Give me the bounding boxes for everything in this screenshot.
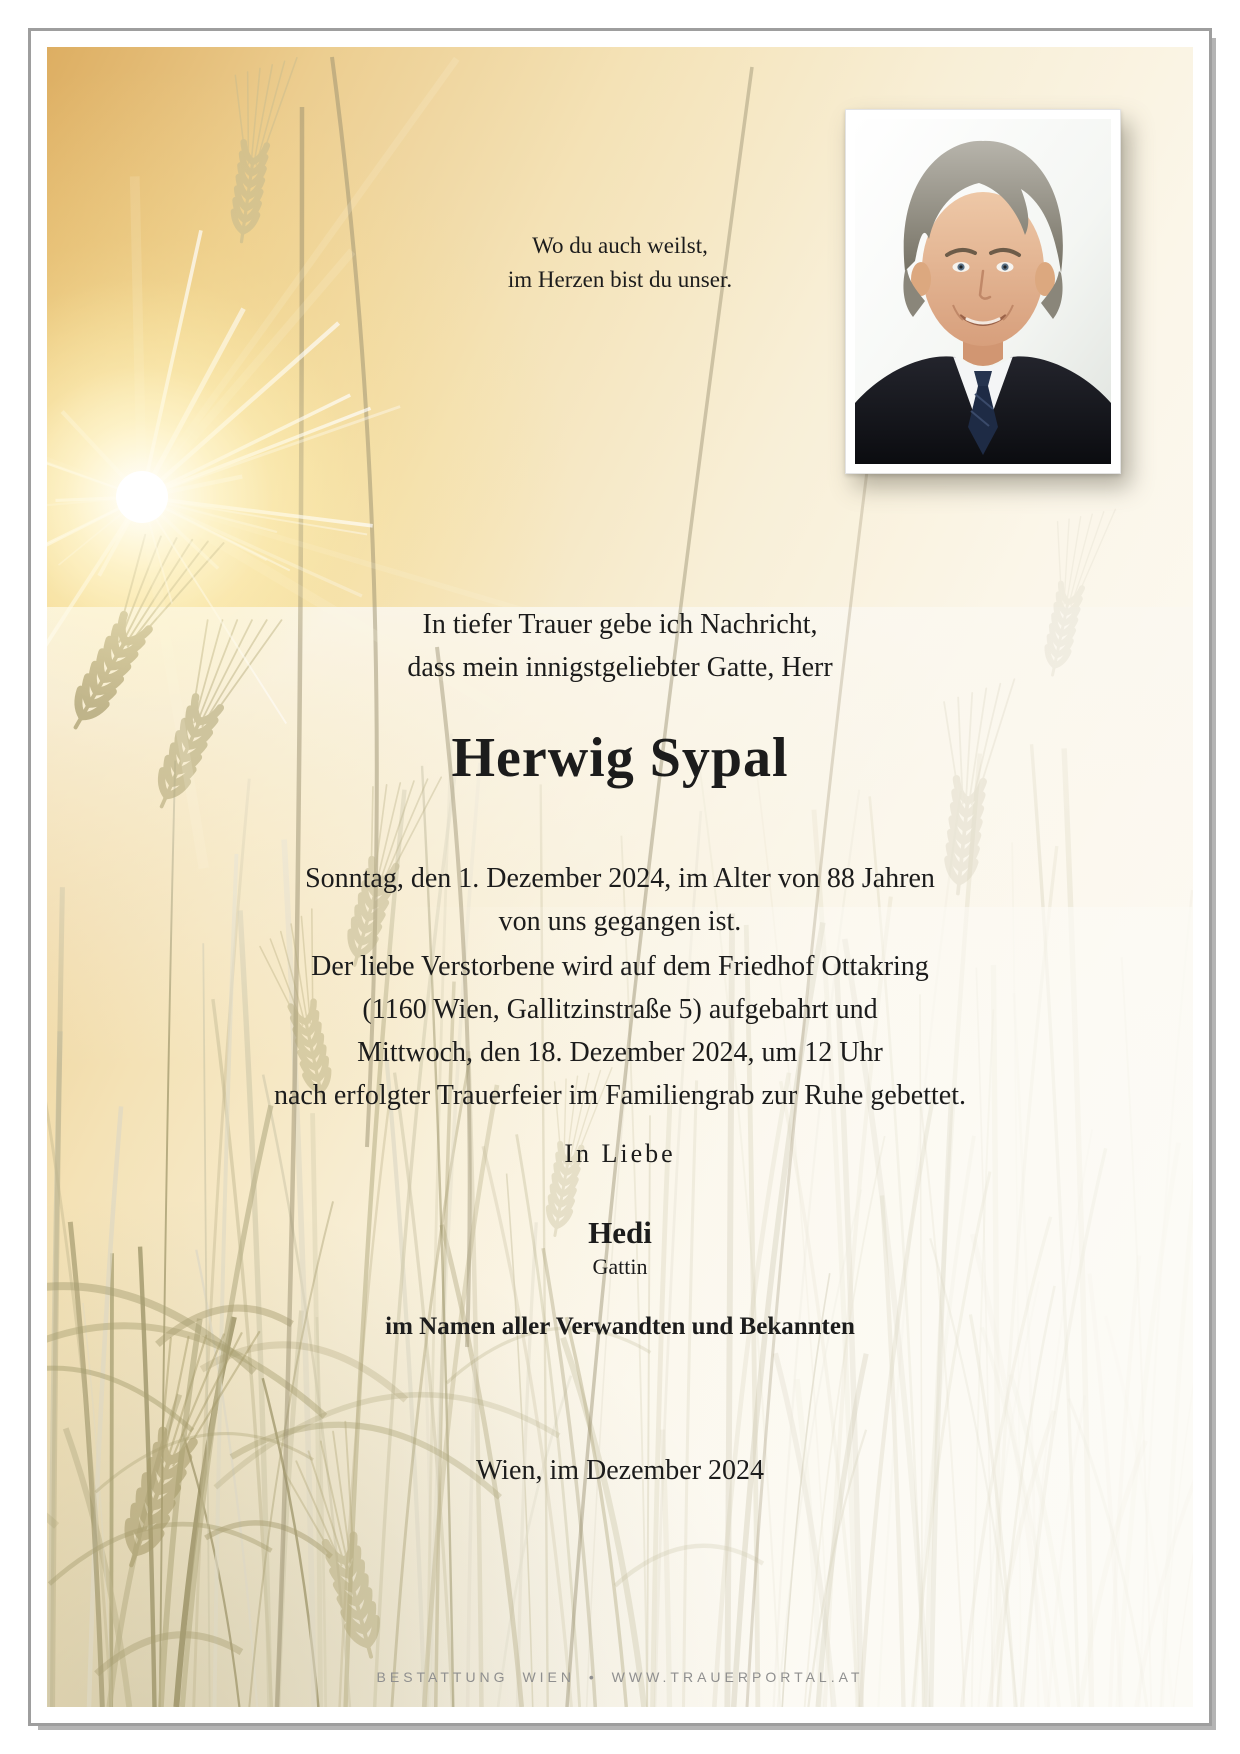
epitaph-verse (47, 229, 1193, 297)
closing-phrase: In Liebe (564, 1139, 676, 1168)
card-border-frame (28, 28, 1212, 1726)
epitaph-line: im Herzen bist du unser. (507, 267, 733, 292)
place-and-date: Wien, im Dezember 2024 (475, 1455, 765, 1486)
deceased-name: Herwig Sypal (451, 727, 789, 789)
epitaph-line: Wo du auch weilst, (532, 233, 708, 258)
funeral-info (47, 945, 1193, 1117)
mourner-name: Hedi (588, 1215, 652, 1250)
funeral-line: (1160 Wien, Gallitzinstraße 5) aufgebahrt und (362, 994, 878, 1025)
card-content (47, 47, 1193, 1707)
intro-line: In tiefer Trauer gebe ich Nachricht, (422, 609, 818, 640)
footer-branding: BESTATTUNG WIEN • WWW.TRAUERPORTAL.AT (376, 1669, 864, 1685)
funeral-line: nach erfolgter Trauerfeier im Familiengrab zur Ruhe gebettet. (274, 1080, 966, 1111)
intro-line: dass mein innigstgeliebter Gatte, Herr (407, 652, 833, 683)
funeral-line: Mittwoch, den 18. Dezember 2024, um 12 Uhr (357, 1037, 883, 1068)
announcement-intro (47, 603, 1193, 689)
on-behalf-line: im Namen aller Verwandten und Bekannten (385, 1313, 855, 1340)
passing-line: Sonntag, den 1. Dezember 2024, im Alter von 88 Jahren (305, 863, 935, 894)
funeral-line: Der liebe Verstorbene wird auf dem Friedhof Ottakring (311, 951, 929, 982)
passing-info (47, 857, 1193, 943)
passing-line: von uns gegangen ist. (498, 906, 742, 937)
mourner-relation: Gattin (592, 1254, 648, 1279)
